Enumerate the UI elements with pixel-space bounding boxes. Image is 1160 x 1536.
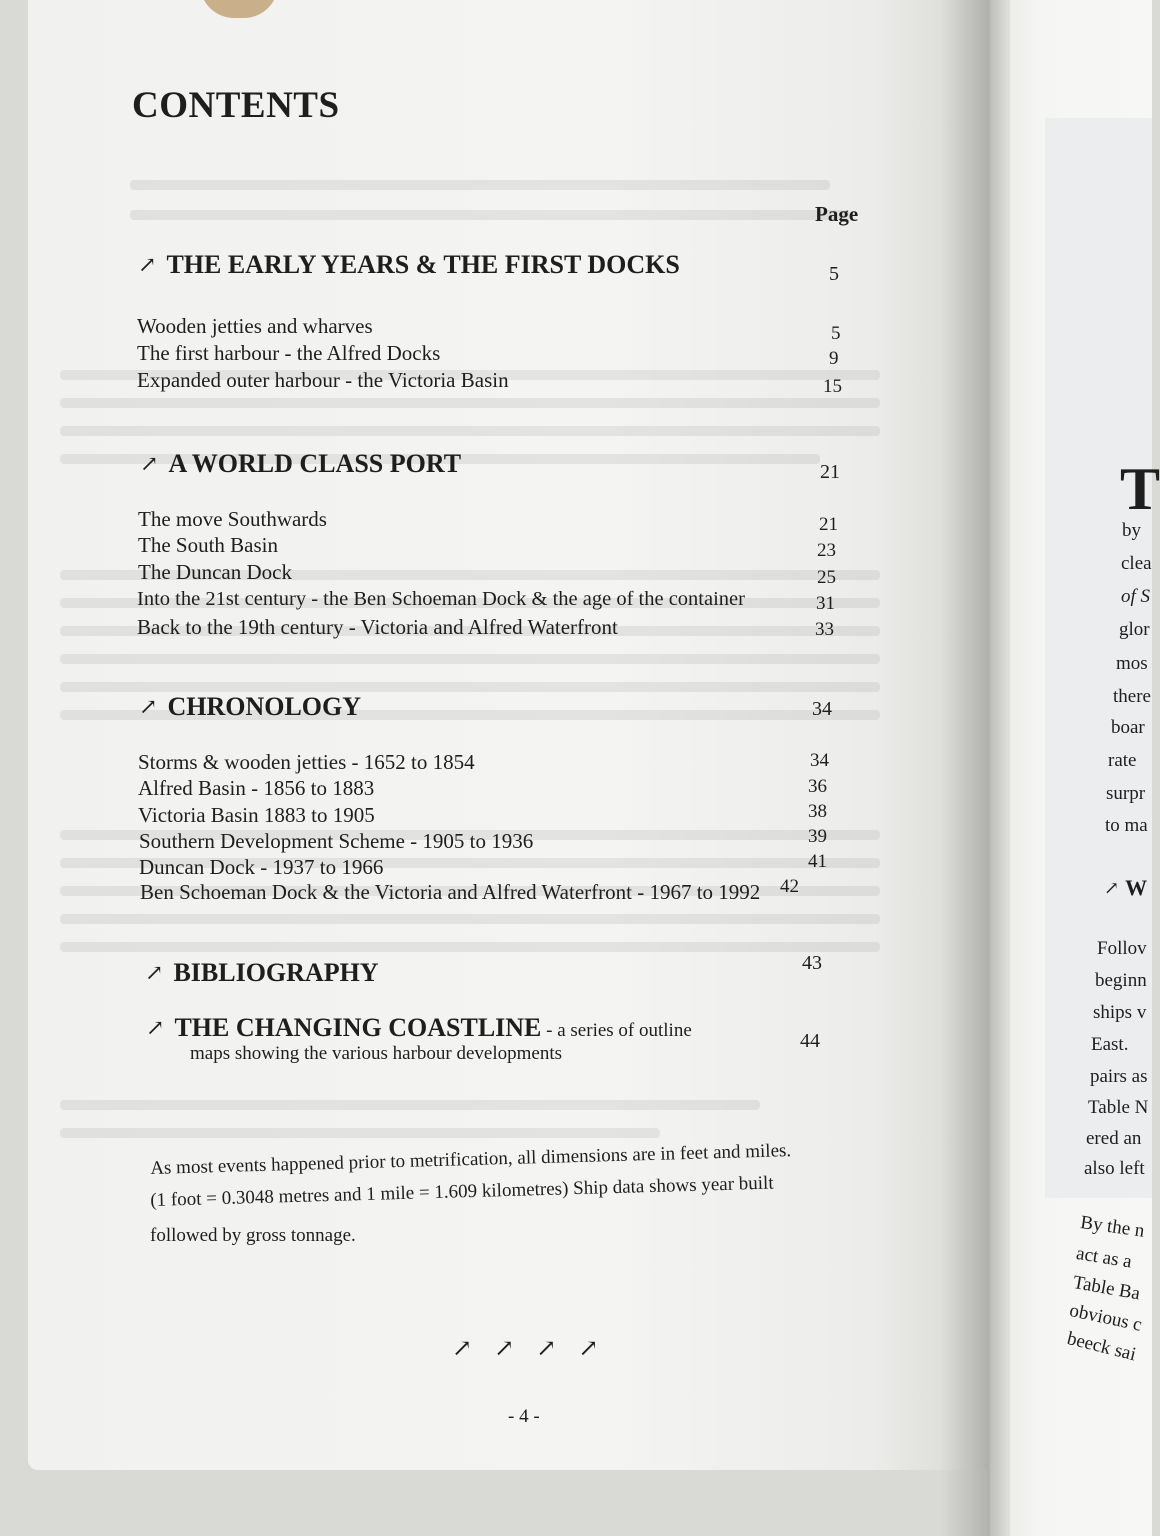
section-heading <box>139 692 361 722</box>
right-page-line: mos <box>1116 653 1148 674</box>
right-page-line: East. <box>1091 1034 1129 1055</box>
right-page-line: By the n <box>1079 1212 1146 1242</box>
section-heading <box>138 250 680 280</box>
toc-entry-page: 23 <box>817 540 836 561</box>
section-page: 44 <box>800 1030 820 1052</box>
right-page-line: there <box>1113 686 1151 707</box>
footnote-line: (1 foot = 0.3048 metres and 1 mile = 1.609 kilometres) Ship data shows year built <box>150 1172 774 1211</box>
sagittarius-arrow-icon: ↗ <box>1104 878 1120 898</box>
toc-entry-page: 41 <box>808 851 827 872</box>
toc-entry: Ben Schoeman Dock & the Victoria and Alfred Waterfront - 1967 to 1992 <box>140 880 761 904</box>
section-title: BIBLIOGRAPHY <box>173 958 379 987</box>
toc-entry: The South Basin <box>138 533 278 557</box>
section-page: 21 <box>820 461 840 483</box>
section-heading <box>146 1013 692 1043</box>
toc-entry-page: 9 <box>829 348 839 369</box>
right-section-heading: ↗ W <box>1104 875 1148 900</box>
section-page: 34 <box>812 698 832 720</box>
toc-entry: Wooden jetties and wharves <box>137 314 373 338</box>
right-page-line: glor <box>1119 619 1150 640</box>
section-heading <box>145 958 379 988</box>
section-title: THE CHANGING COASTLINE <box>174 1013 542 1042</box>
toc-entry-page: 38 <box>808 801 827 822</box>
sagittarius-arrow-icon: ↗ <box>536 1336 557 1362</box>
right-page-line: beginn <box>1095 970 1147 991</box>
drop-cap: T <box>1120 456 1160 522</box>
footnote-line: As most events happened prior to metrification, all dimensions are in feet and miles. <box>150 1140 792 1179</box>
toc-entry: Back to the 19th century - Victoria and Alfred Waterfront <box>137 615 618 639</box>
right-page-line: beeck sai <box>1064 1328 1139 1366</box>
right-page-line: pairs as <box>1090 1066 1148 1087</box>
toc-entry-page: 5 <box>831 323 841 344</box>
toc-entry: Victoria Basin 1883 to 1905 <box>138 803 375 827</box>
toc-entry: Southern Development Scheme - 1905 to 1936 <box>139 829 534 853</box>
sagittarius-arrow-icon: ↗ <box>140 451 159 476</box>
section-page: 5 <box>829 263 839 285</box>
right-page-line: surpr <box>1106 783 1146 804</box>
right-page-line: Table N <box>1088 1097 1149 1118</box>
toc-entry: Storms & wooden jetties - 1652 to 1854 <box>138 750 475 774</box>
section-page: 43 <box>802 952 822 974</box>
page-curl-shadow <box>940 0 1010 1536</box>
sagittarius-arrow-icon: ↗ <box>139 694 158 719</box>
page-title: CONTENTS <box>132 85 340 126</box>
sagittarius-arrow-icon: ↗ <box>452 1336 473 1362</box>
ornament-row <box>452 1334 620 1363</box>
sagittarius-arrow-icon: ↗ <box>146 1015 165 1040</box>
right-page-line: obvious c <box>1067 1300 1144 1336</box>
right-page-line: rate <box>1108 750 1137 771</box>
toc-entry: Expanded outer harbour - the Victoria Basin <box>137 368 509 392</box>
toc-entry-page: 25 <box>817 567 836 588</box>
right-page-line: ered an <box>1086 1128 1142 1149</box>
toc-entry-page: 39 <box>808 826 827 847</box>
toc-entry-page: 34 <box>810 750 829 771</box>
toc-entry-page: 33 <box>815 619 834 640</box>
section-subtitle: maps showing the various harbour developments <box>190 1043 563 1064</box>
toc-entry: Duncan Dock - 1937 to 1966 <box>139 855 384 879</box>
toc-entry-page: 42 <box>780 876 799 897</box>
page-column-label: Page <box>815 202 859 226</box>
sagittarius-arrow-icon: ↗ <box>145 960 164 985</box>
sagittarius-arrow-icon: ↗ <box>578 1336 599 1362</box>
right-page-line: Table Ba <box>1071 1272 1142 1305</box>
right-page-line: ships v <box>1093 1002 1147 1023</box>
right-page-line: of S <box>1121 586 1151 607</box>
section-heading <box>140 449 461 479</box>
toc-entry-page: 15 <box>823 376 842 397</box>
toc-entry-page: 31 <box>816 593 835 614</box>
section-title: CHRONOLOGY <box>167 692 362 721</box>
right-page-line: clea <box>1121 553 1152 574</box>
section-title: THE EARLY YEARS & THE FIRST DOCKS <box>166 250 680 279</box>
sagittarius-arrow-icon: ↗ <box>138 252 157 277</box>
section-title-suffix: - a series of outline <box>541 1020 692 1041</box>
page-number: - 4 - <box>508 1406 540 1427</box>
toc-entry-page: 36 <box>808 776 827 797</box>
right-page-line: act as a <box>1074 1243 1134 1273</box>
toc-entry: Alfred Basin - 1856 to 1883 <box>138 776 375 800</box>
right-page-line: by <box>1122 520 1141 541</box>
toc-entry: The first harbour - the Alfred Docks <box>137 341 441 365</box>
section-title: A WORLD CLASS PORT <box>168 449 462 478</box>
right-page-line: boar <box>1111 717 1145 738</box>
right-page-line: also left <box>1084 1158 1145 1179</box>
toc-entry: Into the 21st century - the Ben Schoeman Dock & the age of the container <box>137 588 745 610</box>
toc-entry: The Duncan Dock <box>138 560 292 584</box>
sagittarius-arrow-icon: ↗ <box>494 1336 515 1362</box>
toc-entry: The move Southwards <box>138 507 327 531</box>
toc-entry-page: 21 <box>819 514 838 535</box>
right-page-line: Follov <box>1097 938 1147 959</box>
right-page-line: to ma <box>1105 815 1148 836</box>
footnote-line: followed by gross tonnage. <box>150 1225 356 1246</box>
